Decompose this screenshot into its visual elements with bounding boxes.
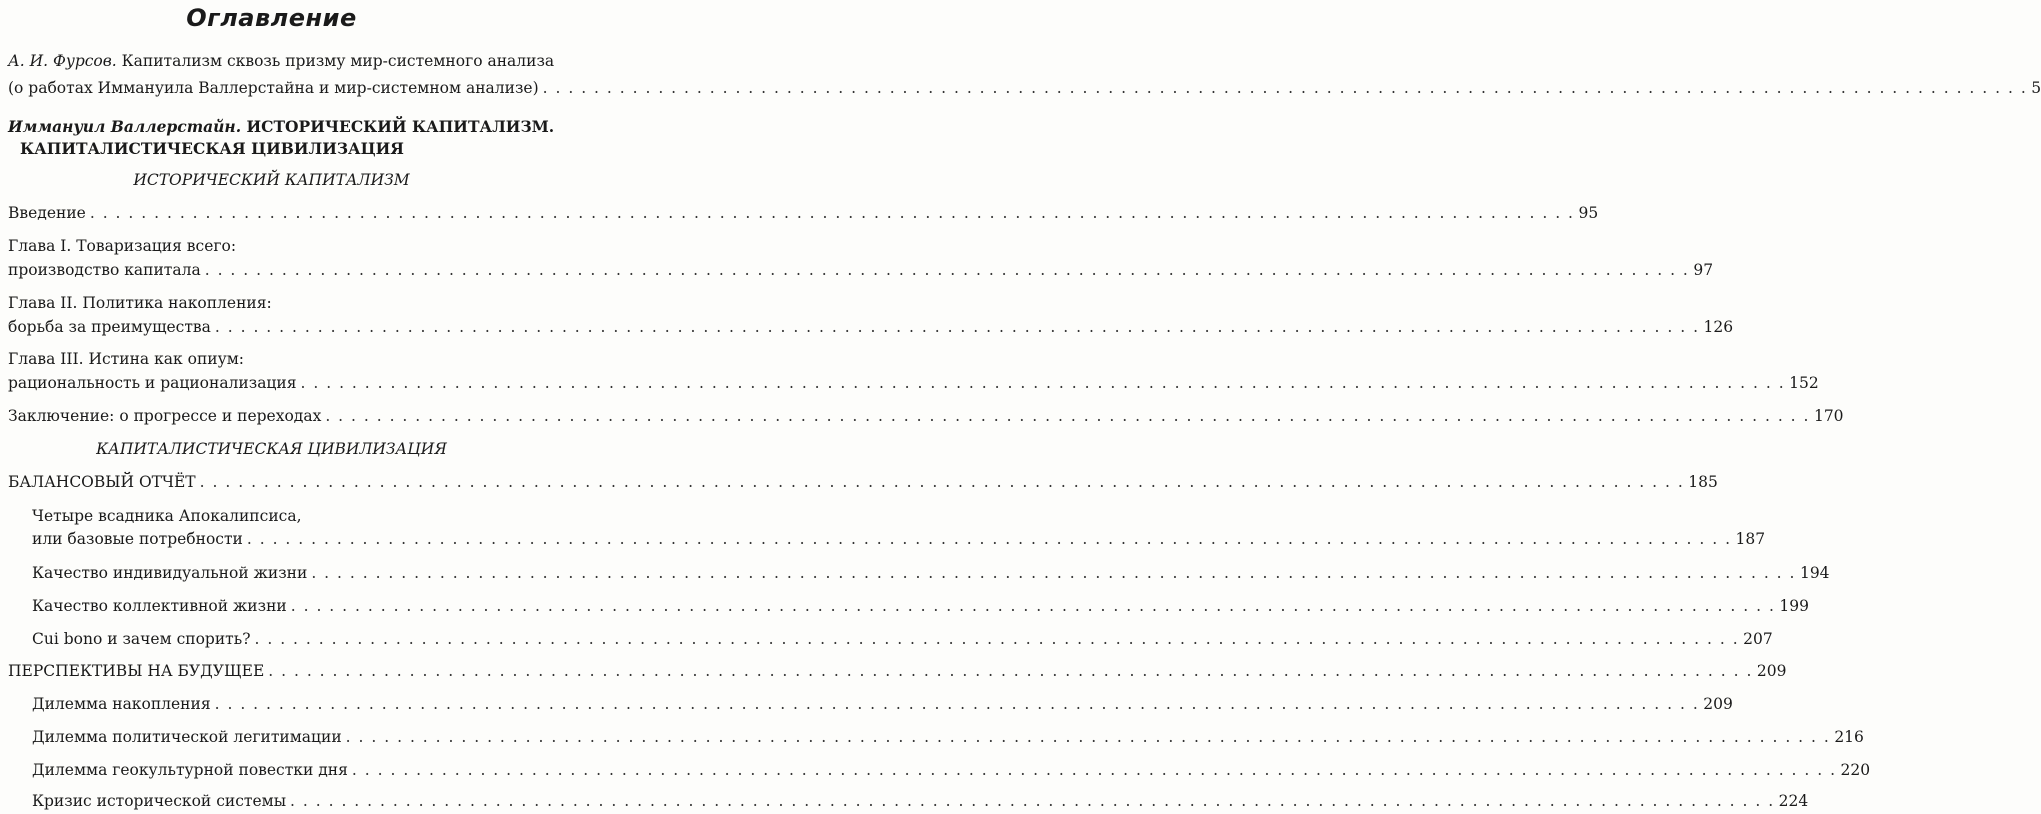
entry-title: Заключение: о прогрессе и переходах — [8, 407, 322, 425]
page-number: 187 — [1735, 530, 1766, 548]
toc-entry[interactable] — [8, 261, 1714, 280]
intro-entry[interactable] — [8, 79, 2041, 98]
entry-title: производство капитала — [8, 261, 201, 279]
toc-entry[interactable] — [32, 564, 1830, 583]
toc-entry[interactable] — [32, 597, 1809, 616]
leader-dots — [255, 630, 1740, 649]
leader-dots — [543, 79, 2028, 98]
leader-dots — [205, 261, 1690, 280]
toc-entry[interactable] — [8, 662, 1787, 681]
intro-subtitle: (о работах Иммануила Валлерстайна и мир-системном анализе) — [8, 79, 539, 97]
toc-entry[interactable] — [8, 374, 1819, 393]
page-number: 170 — [1813, 407, 1844, 425]
entry-title: Дилемма геокультурной повестки дня — [32, 761, 348, 779]
main-title-1: ИСТОРИЧЕСКИЙ КАПИТАЛИЗМ. — [246, 117, 555, 136]
intro-author: А. И. Фурсов. — [8, 52, 117, 70]
section-title-capitalist-civilization: КАПИТАЛИСТИЧЕСКАЯ ЦИВИЛИЗАЦИЯ — [96, 440, 447, 458]
leader-dots — [215, 695, 1700, 714]
page-number: 220 — [1840, 761, 1871, 779]
entry-title: или базовые потребности — [32, 530, 243, 548]
entry-title: Кризис исторической системы — [32, 792, 287, 810]
leader-dots — [215, 318, 1700, 337]
page-title: Оглавление — [186, 4, 357, 32]
leader-dots — [290, 792, 1775, 811]
intro-title: Капитализм сквозь призму мир-системного анализа — [121, 52, 555, 70]
page-number: 216 — [1834, 728, 1864, 746]
toc-entry[interactable] — [8, 318, 1734, 337]
leader-dots — [346, 728, 1831, 747]
toc-entry[interactable] — [8, 204, 1599, 223]
toc-entry[interactable] — [32, 761, 1871, 780]
entry-title: ПЕРСПЕКТИВЫ НА БУДУЩЕЕ — [8, 662, 265, 680]
toc-entry[interactable] — [32, 630, 1773, 649]
leader-dots — [268, 662, 1753, 681]
toc-entry[interactable] — [32, 695, 1733, 714]
entry-title: Cui bono и зачем спорить? — [32, 630, 251, 648]
toc-entry[interactable] — [32, 728, 1864, 747]
entry-title: БАЛАНСОВЫЙ ОТЧЁТ — [8, 473, 196, 491]
toc-entry[interactable] — [8, 407, 1844, 426]
toc-entry[interactable] — [32, 530, 1766, 549]
leader-dots — [247, 530, 1732, 549]
entry-title-line-1: Глава III. Истина как опиум: — [8, 350, 245, 368]
leader-dots — [200, 473, 1685, 492]
page-number: 194 — [1799, 564, 1830, 582]
leader-dots — [325, 407, 1810, 426]
section-title-historical-capitalism: ИСТОРИЧЕСКИЙ КАПИТАЛИЗМ — [133, 171, 410, 189]
entry-title-line-1: Четыре всадника Апокалипсиса, — [32, 507, 302, 525]
page-number: 152 — [1789, 374, 1819, 392]
entry-title: борьба за преимущества — [8, 318, 211, 336]
entry-title-line-1: Глава II. Политика накопления: — [8, 294, 272, 312]
page-number: 209 — [1703, 695, 1733, 713]
entry-title: рациональность и рационализация — [8, 374, 297, 392]
entry-title: Дилемма накопления — [32, 695, 211, 713]
entry-title: Введение — [8, 204, 86, 222]
main-title-2: КАПИТАЛИСТИЧЕСКАЯ ЦИВИЛИЗАЦИЯ — [20, 139, 404, 158]
page-number: 5 — [2031, 79, 2041, 97]
entry-title: Качество индивидуальной жизни — [32, 564, 308, 582]
entry-title: Дилемма политической легитимации — [32, 728, 342, 746]
entry-title: Качество коллективной жизни — [32, 597, 287, 615]
toc-entry[interactable] — [8, 473, 1718, 492]
main-author: Иммануил Валлерстайн. — [8, 117, 242, 136]
leader-dots — [291, 597, 1776, 616]
intro-line-1 — [8, 52, 554, 71]
leader-dots — [301, 374, 1786, 393]
page-number: 97 — [1693, 261, 1714, 279]
page-number: 126 — [1703, 318, 1734, 336]
leader-dots — [311, 564, 1796, 583]
leader-dots — [352, 761, 1837, 780]
entry-title-line-1: Глава I. Товаризация всего: — [8, 237, 237, 255]
page-number: 207 — [1743, 630, 1773, 648]
page-number: 185 — [1688, 473, 1718, 491]
main-title-line-1 — [8, 117, 554, 136]
toc-entry[interactable] — [32, 792, 1809, 811]
page-number: 95 — [1578, 204, 1599, 222]
page-number: 224 — [1778, 792, 1809, 810]
leader-dots — [90, 204, 1575, 223]
page-number: 209 — [1756, 662, 1787, 680]
page-number: 199 — [1779, 597, 1809, 615]
